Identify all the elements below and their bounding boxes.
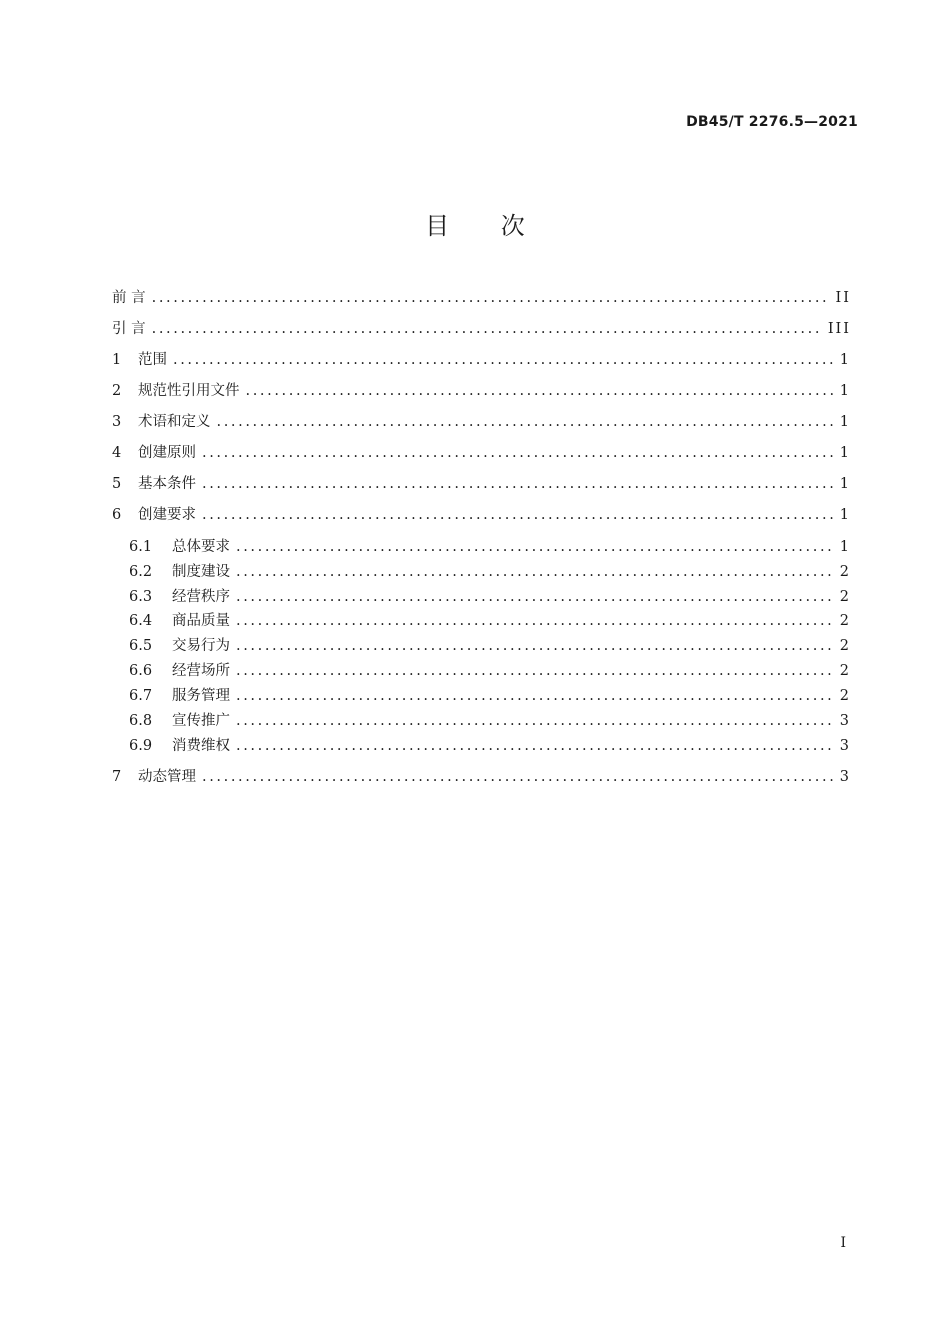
toc-entry-label: 创建要求 — [138, 507, 196, 523]
toc-entry-page: 1 — [839, 414, 851, 430]
toc-entry-label: 经营场所 — [172, 663, 230, 679]
toc-entry[interactable] — [129, 635, 851, 657]
toc-entry[interactable] — [112, 473, 851, 495]
toc-title: 目 次 — [425, 212, 547, 240]
toc-entry[interactable] — [112, 766, 851, 788]
toc-entry[interactable] — [129, 735, 851, 757]
toc-entry-label: 商品质量 — [172, 613, 230, 629]
toc-entry-number: 3 — [112, 414, 122, 430]
toc-entry-label: 交易行为 — [172, 638, 230, 654]
toc-entry-page: 2 — [839, 589, 851, 605]
toc-entry-page: 1 — [839, 445, 851, 461]
toc-entry[interactable] — [129, 536, 851, 558]
toc-dot-leader — [236, 536, 834, 558]
toc-entry-number: 2 — [112, 383, 122, 399]
toc-entry-page: 2 — [839, 613, 851, 629]
toc-dot-leader — [173, 349, 834, 371]
toc-dot-leader — [202, 473, 834, 495]
toc-entry-page: 3 — [839, 738, 851, 754]
toc-entry-label: 引 言 — [112, 321, 146, 337]
toc-entry[interactable] — [112, 504, 851, 526]
toc-dot-leader — [236, 635, 834, 657]
toc-entry-label: 创建原则 — [138, 445, 196, 461]
toc-entry-label: 基本条件 — [138, 476, 196, 492]
toc-entry[interactable] — [129, 561, 851, 583]
toc-entry-number: 6.6 — [129, 663, 153, 679]
toc-entry-number: 6.7 — [129, 688, 153, 704]
toc-entry[interactable] — [112, 380, 851, 402]
toc-entry-label: 消费维权 — [172, 738, 230, 754]
toc-entry-page: 2 — [839, 663, 851, 679]
toc-entry-number: 6 — [112, 507, 122, 523]
toc-entry-page: III — [827, 321, 851, 337]
toc-dot-leader — [202, 766, 834, 788]
toc-dot-leader — [217, 411, 834, 433]
toc-dot-leader — [236, 685, 834, 707]
toc-entry-label: 规范性引用文件 — [138, 383, 240, 399]
toc-entry-page: 1 — [839, 352, 851, 368]
toc-entry-label: 术语和定义 — [138, 414, 211, 430]
toc-entry-number: 7 — [112, 769, 122, 785]
toc-entry[interactable] — [112, 349, 851, 371]
toc-entry-page: II — [835, 290, 851, 306]
toc-entry-page: 3 — [839, 713, 851, 729]
toc-dot-leader — [152, 318, 822, 340]
toc-entry[interactable] — [112, 442, 851, 464]
toc-entry[interactable] — [129, 610, 851, 632]
toc-entry-number: 5 — [112, 476, 122, 492]
toc-dot-leader — [152, 287, 830, 309]
toc-entry-page: 1 — [839, 507, 851, 523]
toc-entry[interactable] — [112, 287, 851, 309]
toc-entry[interactable] — [129, 685, 851, 707]
toc-entry-label: 服务管理 — [172, 688, 230, 704]
toc-dot-leader — [236, 710, 834, 732]
toc-dot-leader — [246, 380, 834, 402]
toc-entry-label: 经营秩序 — [172, 589, 230, 605]
toc-entry[interactable] — [112, 318, 851, 340]
toc-entry-number: 6.1 — [129, 539, 153, 555]
toc-entry[interactable] — [129, 710, 851, 732]
toc-entry-number: 6.8 — [129, 713, 153, 729]
toc-entry-label: 前 言 — [112, 290, 146, 306]
toc-entry-label: 动态管理 — [138, 769, 196, 785]
toc-entry-label: 制度建设 — [172, 564, 230, 580]
toc-entry[interactable] — [129, 586, 851, 608]
toc-entry-number: 6.9 — [129, 738, 153, 754]
toc-entry-page: 2 — [839, 638, 851, 654]
toc-entry-label: 范围 — [138, 352, 167, 368]
toc-dot-leader — [202, 442, 834, 464]
toc-entry-label: 宣传推广 — [172, 713, 230, 729]
toc-entry-number: 6.2 — [129, 564, 153, 580]
toc-entry-label: 总体要求 — [172, 539, 230, 555]
toc-entry[interactable] — [112, 411, 851, 433]
toc-dot-leader — [202, 504, 834, 526]
toc-dot-leader — [236, 735, 834, 757]
toc-entry-page: 1 — [839, 383, 851, 399]
toc-entry-page: 1 — [839, 539, 851, 555]
toc-entry-number: 6.5 — [129, 638, 153, 654]
toc-entry-number: 1 — [112, 352, 122, 368]
toc-dot-leader — [236, 586, 834, 608]
toc-dot-leader — [236, 561, 834, 583]
toc-dot-leader — [236, 660, 834, 682]
toc-entry[interactable] — [129, 660, 851, 682]
toc-entry-page: 2 — [839, 688, 851, 704]
toc-entry-number: 4 — [112, 445, 122, 461]
toc-entry-page: 3 — [839, 769, 851, 785]
toc-dot-leader — [236, 610, 834, 632]
document-code: DB45/T 2276.5—2021 — [686, 114, 858, 130]
page-number: I — [840, 1235, 846, 1251]
toc-entry-number: 6.3 — [129, 589, 153, 605]
toc-entry-number: 6.4 — [129, 613, 153, 629]
toc-entry-page: 2 — [839, 564, 851, 580]
toc-entry-page: 1 — [839, 476, 851, 492]
